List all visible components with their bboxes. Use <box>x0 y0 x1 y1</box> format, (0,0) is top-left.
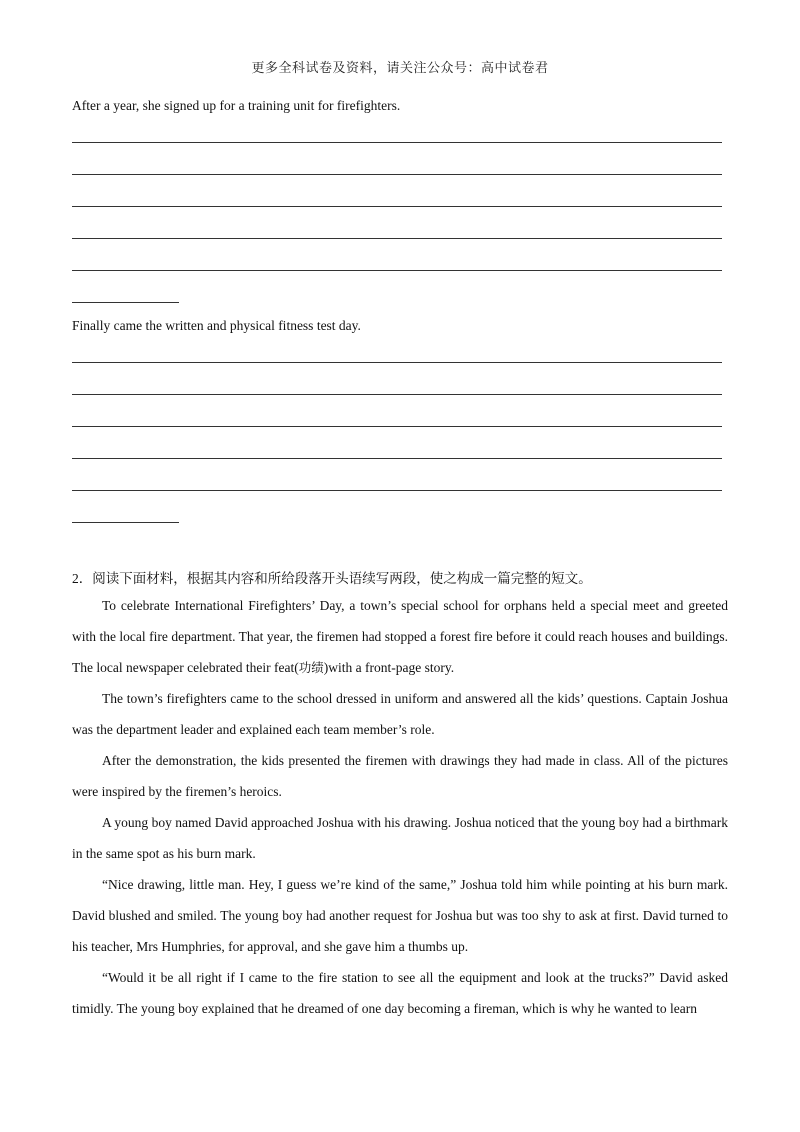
chinese-gloss: 功绩 <box>298 660 324 675</box>
writing-line-end[interactable] <box>72 522 179 523</box>
writing-line-end[interactable] <box>72 302 179 303</box>
writing-line[interactable] <box>72 394 722 395</box>
question-2-title <box>72 567 592 587</box>
passage-paragraph-4: A young boy named David approached Joshua with his drawing. Joshua noticed that the young boy had a birthmark in the same spot as his burn mark. <box>72 815 728 861</box>
page-header: 更多全科试卷及资料，请关注公众号：高中试卷君 <box>251 61 549 76</box>
passage-paragraph-1 <box>72 590 728 683</box>
writing-line[interactable] <box>72 142 722 143</box>
writing-line[interactable] <box>72 490 722 491</box>
continuation-prompt-1: After a year, she signed up for a training unit for firefighters. <box>72 98 401 113</box>
question-instruction: 阅读下面材料，根据其内容和所给段落开头语续写两段，使之构成一篇完整的短文。 <box>92 571 592 587</box>
paragraph-text: )with a front-page story. <box>323 660 455 675</box>
writing-line[interactable] <box>72 426 722 427</box>
passage-paragraph-2: The town’s firefighters came to the school dressed in uniform and answered all the kids’ questions. Captain Joshua was the department leader and explained each team member’s role. <box>72 691 728 737</box>
reading-passage <box>72 590 728 1024</box>
writing-line[interactable] <box>72 458 722 459</box>
continuation-prompt-2: Finally came the written and physical fitness test day. <box>72 318 361 333</box>
writing-line[interactable] <box>72 238 722 239</box>
question-number: 2． <box>72 571 93 586</box>
passage-paragraph-3: After the demonstration, the kids presented the firemen with drawings they had made in class. All of the pictures were inspired by the firemen’s heroics. <box>72 753 728 799</box>
passage-paragraph-6: “Would it be all right if I came to the fire station to see all the equipment and look at the trucks?” David asked timidly. The young boy explained that he dreamed of one day becoming a fireman, which is why he wanted to learn <box>72 970 728 1016</box>
writing-line[interactable] <box>72 270 722 271</box>
paragraph-text: To celebrate International Firefighters’ Day, a town’s special school for orphans held a special meet and greeted with the local fire department. That year, the firemen had stopped a forest fire before it could reach houses and buildings. The local newspaper celebrated their feat( <box>72 598 728 675</box>
writing-line[interactable] <box>72 174 722 175</box>
writing-line[interactable] <box>72 206 722 207</box>
passage-paragraph-5: “Nice drawing, little man. Hey, I guess we’re kind of the same,” Joshua told him while pointing at his burn mark. David blushed and smiled. The young boy had another request for Joshua but was too shy to ask at first. David turned to his teacher, Mrs Humphries, for approval, and she gave him a thumbs up. <box>72 877 728 954</box>
writing-line[interactable] <box>72 362 722 363</box>
